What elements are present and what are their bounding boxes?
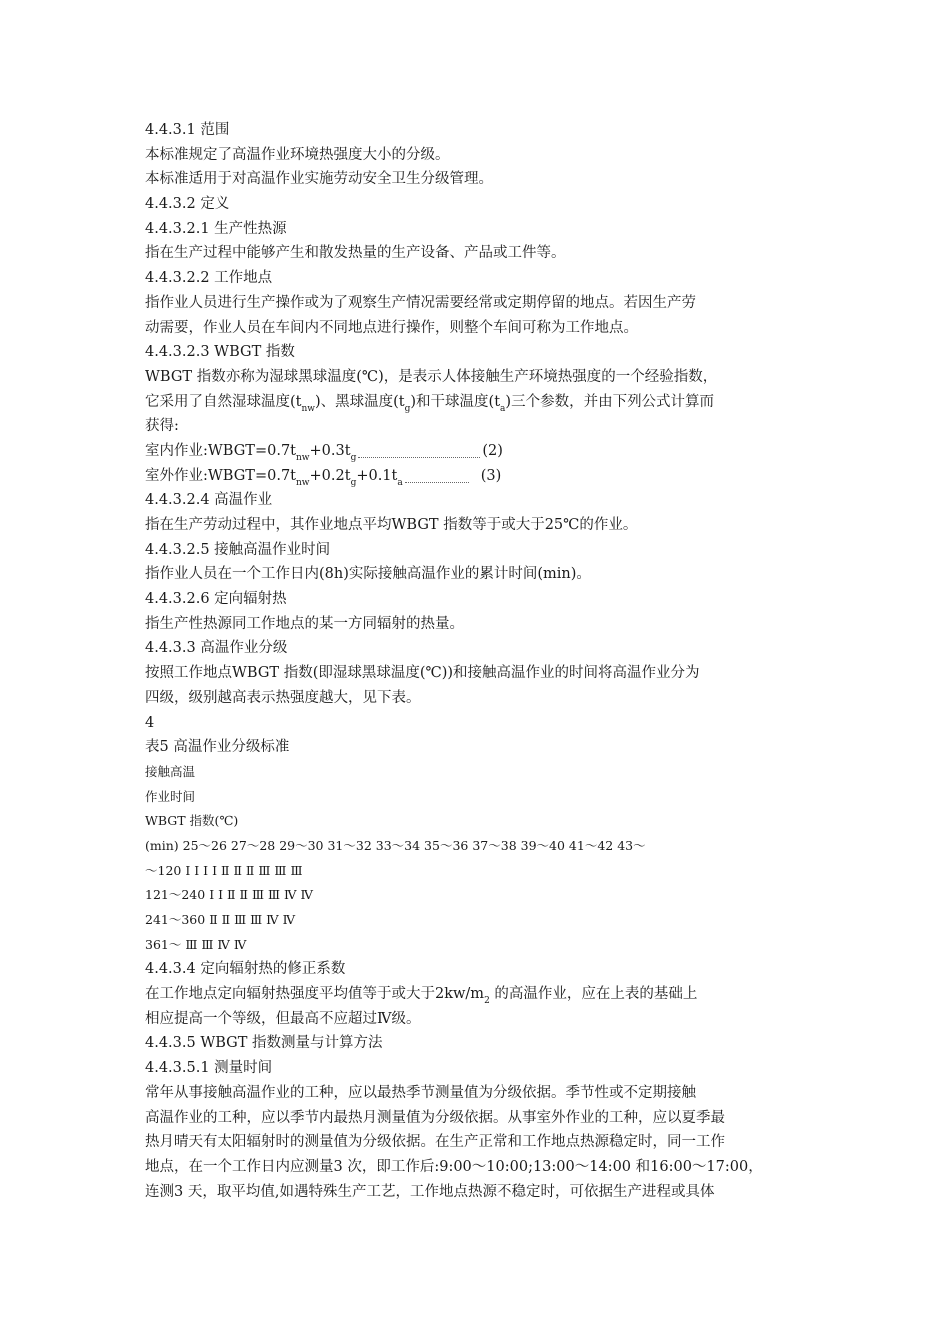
subscript: nw [296,477,310,488]
subsection-heading: 4.4.3.5.1 测量时间 [145,1060,273,1077]
paragraph-line: 常年从事接触高温作业的工种，应以最热季节测量值为分级依据。季节性或不定期接触 [145,1084,696,1101]
formula-indoor [145,439,825,464]
text-fragment: 它采用了自然湿球温度(t [145,393,302,410]
formula-text: +0.3t [309,442,351,459]
text-fragment: )和干球温度(t [410,393,501,410]
subsection-heading: 4.4.3.2.5 接触高温作业时间 [145,541,331,558]
document-page [145,118,825,1204]
table-row: WBGT 指数(℃) [145,813,239,829]
table-row: 121～240 Ⅰ Ⅰ Ⅱ Ⅱ Ⅲ Ⅲ Ⅳ Ⅳ [145,887,313,903]
section-heading-measurement: 4.4.3.5 WBGT 指数测量与计算方法 [145,1035,383,1052]
formula-outdoor [145,464,825,489]
subscript: 2 [484,996,490,1007]
table-caption: 表5 高温作业分级标准 [145,739,290,756]
subscript: nw [296,452,310,463]
paragraph-line: 四级，级别越高表示热强度越大，见下表。 [145,689,421,706]
subscript: g [350,452,357,463]
subscript: a [500,403,506,414]
table-row: 作业时间 [145,788,196,804]
paragraph-line: 指在生产劳动过程中，其作业地点平均WBGT 指数等于或大于25℃的作业。 [145,517,638,533]
table-row: 接触高温 [145,763,196,779]
subsection-heading: 4.4.3.2.4 高温作业 [145,492,273,509]
paragraph-line: 指作业人员在一个工作日内(8h)实际接触高温作业的累计时间(min)。 [145,566,591,583]
paragraph-line: 按照工作地点WBGT 指数(即湿球黑球温度(℃))和接触高温作业的时间将高温作业分为 [145,665,700,682]
paragraph-line: 地点，在一个工作日内应测量3 次，即工作后:9:00～10:00;13:00～14:00 和16:00～17:00， [145,1158,763,1175]
paragraph-line: 本标准规定了高温作业环境热强度大小的分级。 [145,146,450,163]
subsection-heading: 4.4.3.2.2 工作地点 [145,270,273,287]
subsection-heading: 4.4.3.2.3 WBGT 指数 [145,344,295,361]
text-fragment: )三个参数，并由下列公式计算而 [505,393,715,410]
text-fragment: )、黑球温度(t [314,393,405,410]
subscript: g [404,403,411,414]
paragraph-line: 相应提高一个等级，但最高不应超过Ⅳ级。 [145,1010,421,1027]
text-fragment: 的高温作业，应在上表的基础上 [489,986,698,1003]
section-heading-definition: 4.4.3.2 定义 [145,196,230,213]
formula-text: 室外作业:WBGT=0.7t [145,467,297,484]
paragraph-line: 指生产性热源同工作地点的某一方同辐射的热量。 [145,615,464,632]
page-number: 4 [145,714,155,731]
formula-text: +0.2t [309,467,351,484]
table-row: 241～360 Ⅱ Ⅱ Ⅲ Ⅲ Ⅳ Ⅳ [145,912,296,927]
paragraph-line: 动需要，作业人员在车间内不同地点进行操作，则整个车间可称为工作地点。 [145,319,638,336]
paragraph-line: 获得: [145,418,179,435]
text-fragment: 在工作地点定向辐射热强度平均值等于或大于2kw/m [145,986,485,1003]
table-row: ～120 Ⅰ Ⅰ Ⅰ Ⅰ Ⅱ Ⅱ Ⅱ Ⅲ Ⅲ Ⅲ [145,862,303,878]
subscript: nw [301,403,315,414]
subsection-heading: 4.4.3.2.6 定向辐射热 [145,591,287,608]
paragraph-line: 指在生产过程中能够产生和散发热量的生产设备、产品或工件等。 [145,245,566,262]
dotted-leader [358,443,480,458]
table-row: (min) 25～26 27～28 29～30 31～32 33～34 35～36 37～38 39～40 41～42 43～ [145,837,646,853]
subscript: a [397,477,403,488]
paragraph-line: 本标准适用于对高温作业实施劳动安全卫生分级管理。 [145,171,493,188]
dotted-leader [405,468,469,483]
subscript: g [350,477,357,488]
paragraph-line-with-subscripts [145,982,825,1007]
paragraph-line: 指作业人员进行生产操作或为了观察生产情况需要经常或定期停留的地点。若因生产劳 [145,294,696,311]
table-row: 361～ Ⅲ Ⅲ Ⅳ Ⅳ [145,936,247,952]
section-heading-classification: 4.4.3.3 高温作业分级 [145,640,288,657]
paragraph-line-with-subscripts [145,390,825,415]
formula-text: 室内作业:WBGT=0.7t [145,442,297,459]
subsection-heading: 4.4.3.2.1 生产性热源 [145,220,287,237]
section-heading-scope: 4.4.3.1 范围 [145,122,230,138]
paragraph-line: 高温作业的工种，应以季节内最热月测量值为分级依据。从事室外作业的工种，应以夏季最 [145,1109,725,1126]
equation-number: (3) [480,467,502,484]
paragraph-line: 热月晴天有太阳辐射时的测量值为分级依据。在生产正常和工作地点热源稳定时，同一工作 [145,1134,725,1151]
paragraph-line: WBGT 指数亦称为湿球黑球温度(℃)，是表示人体接触生产环境热强度的一个经验指数， [145,368,718,385]
section-heading-correction: 4.4.3.4 定向辐射热的修正系数 [145,961,346,978]
equation-number: (2) [482,442,503,459]
paragraph-line: 连测3 天，取平均值,如遇特殊生产工艺，工作地点热源不稳定时，可依据生产进程或具体 [145,1183,715,1200]
formula-text: +0.1t [356,467,398,484]
